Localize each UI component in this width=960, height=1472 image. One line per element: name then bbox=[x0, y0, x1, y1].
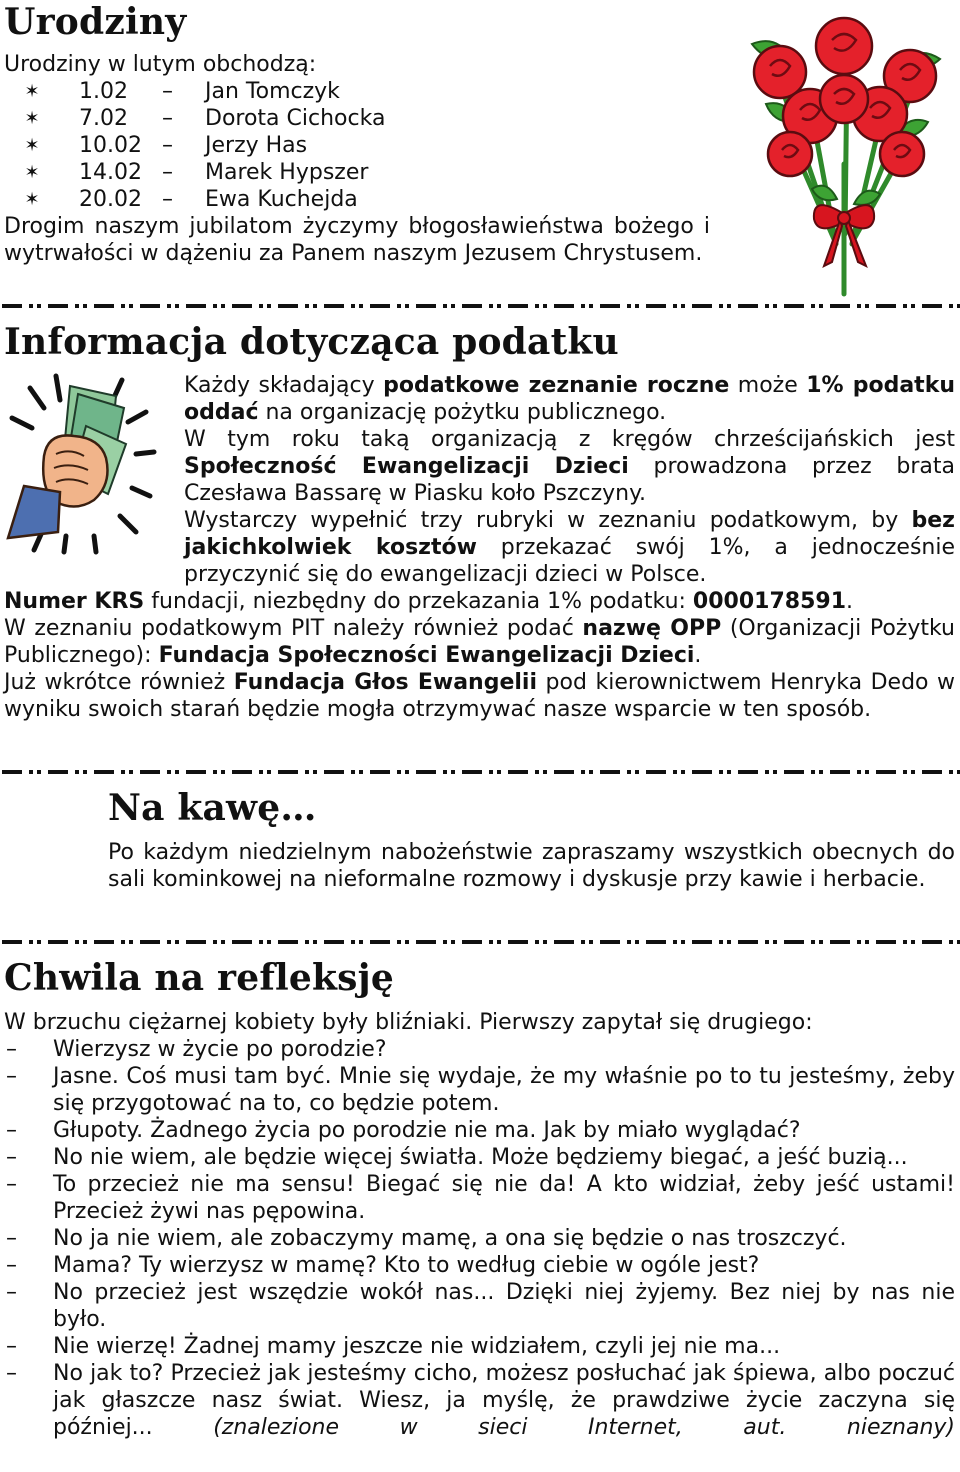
dialogue-dash: – bbox=[6, 1064, 17, 1089]
birthday-name: Ewa Kuchejda bbox=[205, 187, 358, 212]
tax-paragraph-3 bbox=[184, 507, 955, 588]
dialogue-text: Jasne. Coś musi tam być. Mnie się wydaje, że my właśnie po to tu jesteśmy, żeby się przygotować na to, co będzie potem. bbox=[53, 1064, 955, 1116]
dialogue-text: No jak to? Przecież jak jesteśmy cicho, możesz posłuchać jak śpiewa, albo poczuć jak głaszcze nasz świat. Wiesz, ja myślę, że prawdziwe życie zaczyna się później... bbox=[53, 1361, 955, 1440]
star-bullet-icon: ✶ bbox=[24, 189, 40, 210]
tax-paragraph-1 bbox=[184, 372, 955, 426]
glos-text: Już wkrótce również bbox=[4, 670, 234, 695]
tax-p3-text: Wystarczy wypełnić trzy rubryki w zeznaniu podatkowym, by bbox=[184, 508, 912, 533]
birthday-dash: – bbox=[162, 79, 173, 104]
birthday-date: 10.02 bbox=[79, 133, 142, 158]
source-note: (znalezione w sieci Internet, aut. nieznany) bbox=[213, 1415, 955, 1440]
star-bullet-icon: ✶ bbox=[24, 162, 40, 183]
dialogue-list bbox=[0, 1036, 955, 1441]
dialogue-line bbox=[0, 1144, 955, 1171]
dialogue-dash: – bbox=[6, 1226, 17, 1251]
dialogue-line bbox=[0, 1333, 955, 1360]
dialogue-text: Wierzysz w życie po porodzie? bbox=[53, 1037, 387, 1062]
opp-bold-name: nazwę OPP bbox=[582, 616, 722, 641]
hand-money-icon bbox=[4, 366, 164, 558]
dialogue-dash: – bbox=[6, 1145, 17, 1170]
birthday-date: 14.02 bbox=[79, 160, 142, 185]
dialogue-line bbox=[0, 1063, 955, 1117]
dialogue-line bbox=[0, 1279, 955, 1333]
birthdays-intro: Urodziny w lutym obchodzą: bbox=[4, 52, 317, 77]
birthday-name: Jerzy Has bbox=[205, 133, 308, 158]
krs-number: 0000178591 bbox=[692, 589, 846, 614]
birthday-name: Dorota Cichocka bbox=[205, 106, 386, 131]
tax-p3-bold: bez jakichkolwiek kosztów bbox=[184, 508, 955, 560]
reflection-heading: Chwila na refleksję bbox=[4, 957, 394, 999]
tax-p1-text-2: może bbox=[729, 373, 807, 398]
roses-bouquet-icon bbox=[732, 4, 956, 302]
tax-p1-text: Każdy składający bbox=[184, 373, 384, 398]
coffee-body: Po każdym niedzielnym nabożeństwie zapraszamy wszystkich obecnych do sali kominkowej na nieformalne rozmowy i dyskusje przy kawie i herbacie. bbox=[108, 840, 955, 892]
tax-paragraph-glos bbox=[4, 669, 955, 723]
star-bullet-icon: ✶ bbox=[24, 81, 40, 102]
dialogue-dash: – bbox=[6, 1037, 17, 1062]
tax-p1-bold-percent: 1% podatku oddać bbox=[184, 373, 955, 425]
dialogue-line bbox=[0, 1036, 955, 1063]
tax-p1-text-3: na organizację pożytku publicznego. bbox=[258, 400, 667, 425]
tax-details-block bbox=[4, 588, 955, 723]
dialogue-text: To przecież nie ma sensu! Biegać się nie da! A kto widział, żeby jeść ustami! Przecież żywi nas pępowina. bbox=[53, 1172, 955, 1224]
birthday-date: 1.02 bbox=[79, 79, 128, 104]
section-separator bbox=[0, 299, 960, 313]
birthday-date: 20.02 bbox=[79, 187, 142, 212]
dialogue-text: Nie wierzę! Żadnej mamy jeszcze nie widziałem, czyli jej nie ma... bbox=[53, 1334, 781, 1359]
tax-paragraph-opp bbox=[4, 615, 955, 669]
birthday-name: Jan Tomczyk bbox=[205, 79, 340, 104]
tax-p2-text: W tym roku taką organizacją z kręgów chrześcijańskich jest bbox=[184, 427, 955, 452]
opp-foundation-name: Fundacja Społeczności Ewangelizacji Dzieci bbox=[158, 643, 695, 668]
dialogue-dash: – bbox=[6, 1172, 17, 1197]
tax-p2-bold-org: Społeczność Ewangelizacji Dzieci bbox=[184, 454, 629, 479]
birthdays-wish: Drogim naszym jubilatom życzymy błogosławieństwa bożego i wytrwałości w dążeniu za Panem naszym Jezusem Chrystusem. bbox=[4, 214, 710, 266]
dialogue-dash: – bbox=[6, 1334, 17, 1359]
glos-foundation-name: Fundacja Głos Ewangelii bbox=[233, 670, 538, 695]
dialogue-text: No nie wiem, ale będzie więcej światła. Może będziemy biegać, a jeść buzią... bbox=[53, 1145, 908, 1170]
krs-period: . bbox=[846, 589, 853, 614]
reflection-intro: W brzuchu ciężarnej kobiety były bliźniaki. Pierwszy zapytał się drugiego: bbox=[4, 1010, 813, 1035]
section-separator bbox=[0, 765, 960, 779]
dialogue-line bbox=[0, 1117, 955, 1144]
krs-text: fundacji, niezbędny do przekazania 1% podatku: bbox=[144, 589, 693, 614]
dialogue-line bbox=[0, 1171, 955, 1225]
tax-heading: Informacja dotycząca podatku bbox=[4, 321, 619, 363]
dialogue-line bbox=[0, 1252, 955, 1279]
tax-paragraph-krs bbox=[4, 588, 955, 615]
birthday-dash: – bbox=[162, 106, 173, 131]
birthdays-heading: Urodziny bbox=[4, 1, 187, 43]
tax-p3-text-2: przekazać swój 1%, a jednocześnie przyczynić się do ewangelizacji dzieci w Polsce. bbox=[184, 535, 956, 587]
section-separator bbox=[0, 935, 960, 949]
tax-intro-block bbox=[184, 372, 955, 588]
dialogue-dash: – bbox=[6, 1280, 17, 1305]
birthday-date: 7.02 bbox=[79, 106, 128, 131]
opp-text: W zeznaniu podatkowym PIT należy również podać bbox=[4, 616, 583, 641]
birthday-dash: – bbox=[162, 160, 173, 185]
birthday-dash: – bbox=[162, 133, 173, 158]
tax-paragraph-2 bbox=[184, 426, 955, 507]
dialogue-dash: – bbox=[6, 1253, 17, 1278]
krs-label: Numer KRS bbox=[4, 589, 145, 614]
birthday-dash: – bbox=[162, 187, 173, 212]
dialogue-text: Głupoty. Żadnego życia po porodzie nie ma. Jak by miało wyglądać? bbox=[53, 1118, 801, 1143]
glos-text-2: pod kierownictwem Henryka Dedo w wyniku swoich starań będzie mogła otrzymywać nasze wsparcie w ten sposób. bbox=[4, 670, 956, 722]
star-bullet-icon: ✶ bbox=[24, 135, 40, 156]
opp-text-2: (Organizacji Pożytku Publicznego): bbox=[4, 616, 955, 668]
coffee-heading: Na kawę… bbox=[108, 787, 317, 829]
dialogue-dash: – bbox=[6, 1118, 17, 1143]
dialogue-text: Mama? Ty wierzysz w mamę? Kto to według ciebie w ogóle jest? bbox=[53, 1253, 760, 1278]
tax-p1-bold-zeznanie: podatkowe zeznanie roczne bbox=[383, 373, 730, 398]
dialogue-text: No przecież jest wszędzie wokół nas... Dzięki niej żyjemy. Bez niej by nas nie było. bbox=[53, 1280, 955, 1332]
opp-period: . bbox=[694, 643, 702, 668]
dialogue-line bbox=[0, 1360, 955, 1441]
star-bullet-icon: ✶ bbox=[24, 108, 40, 129]
tax-p2-text-2: prowadzona przez brata Czesława Bassarę w Piasku koło Pszczyny. bbox=[184, 454, 956, 506]
birthday-name: Marek Hypszer bbox=[205, 160, 369, 185]
dialogue-dash: – bbox=[6, 1361, 17, 1386]
dialogue-line bbox=[0, 1225, 955, 1252]
dialogue-text: No ja nie wiem, ale zobaczymy mamę, a ona się będzie o nas troszczyć. bbox=[53, 1226, 847, 1251]
